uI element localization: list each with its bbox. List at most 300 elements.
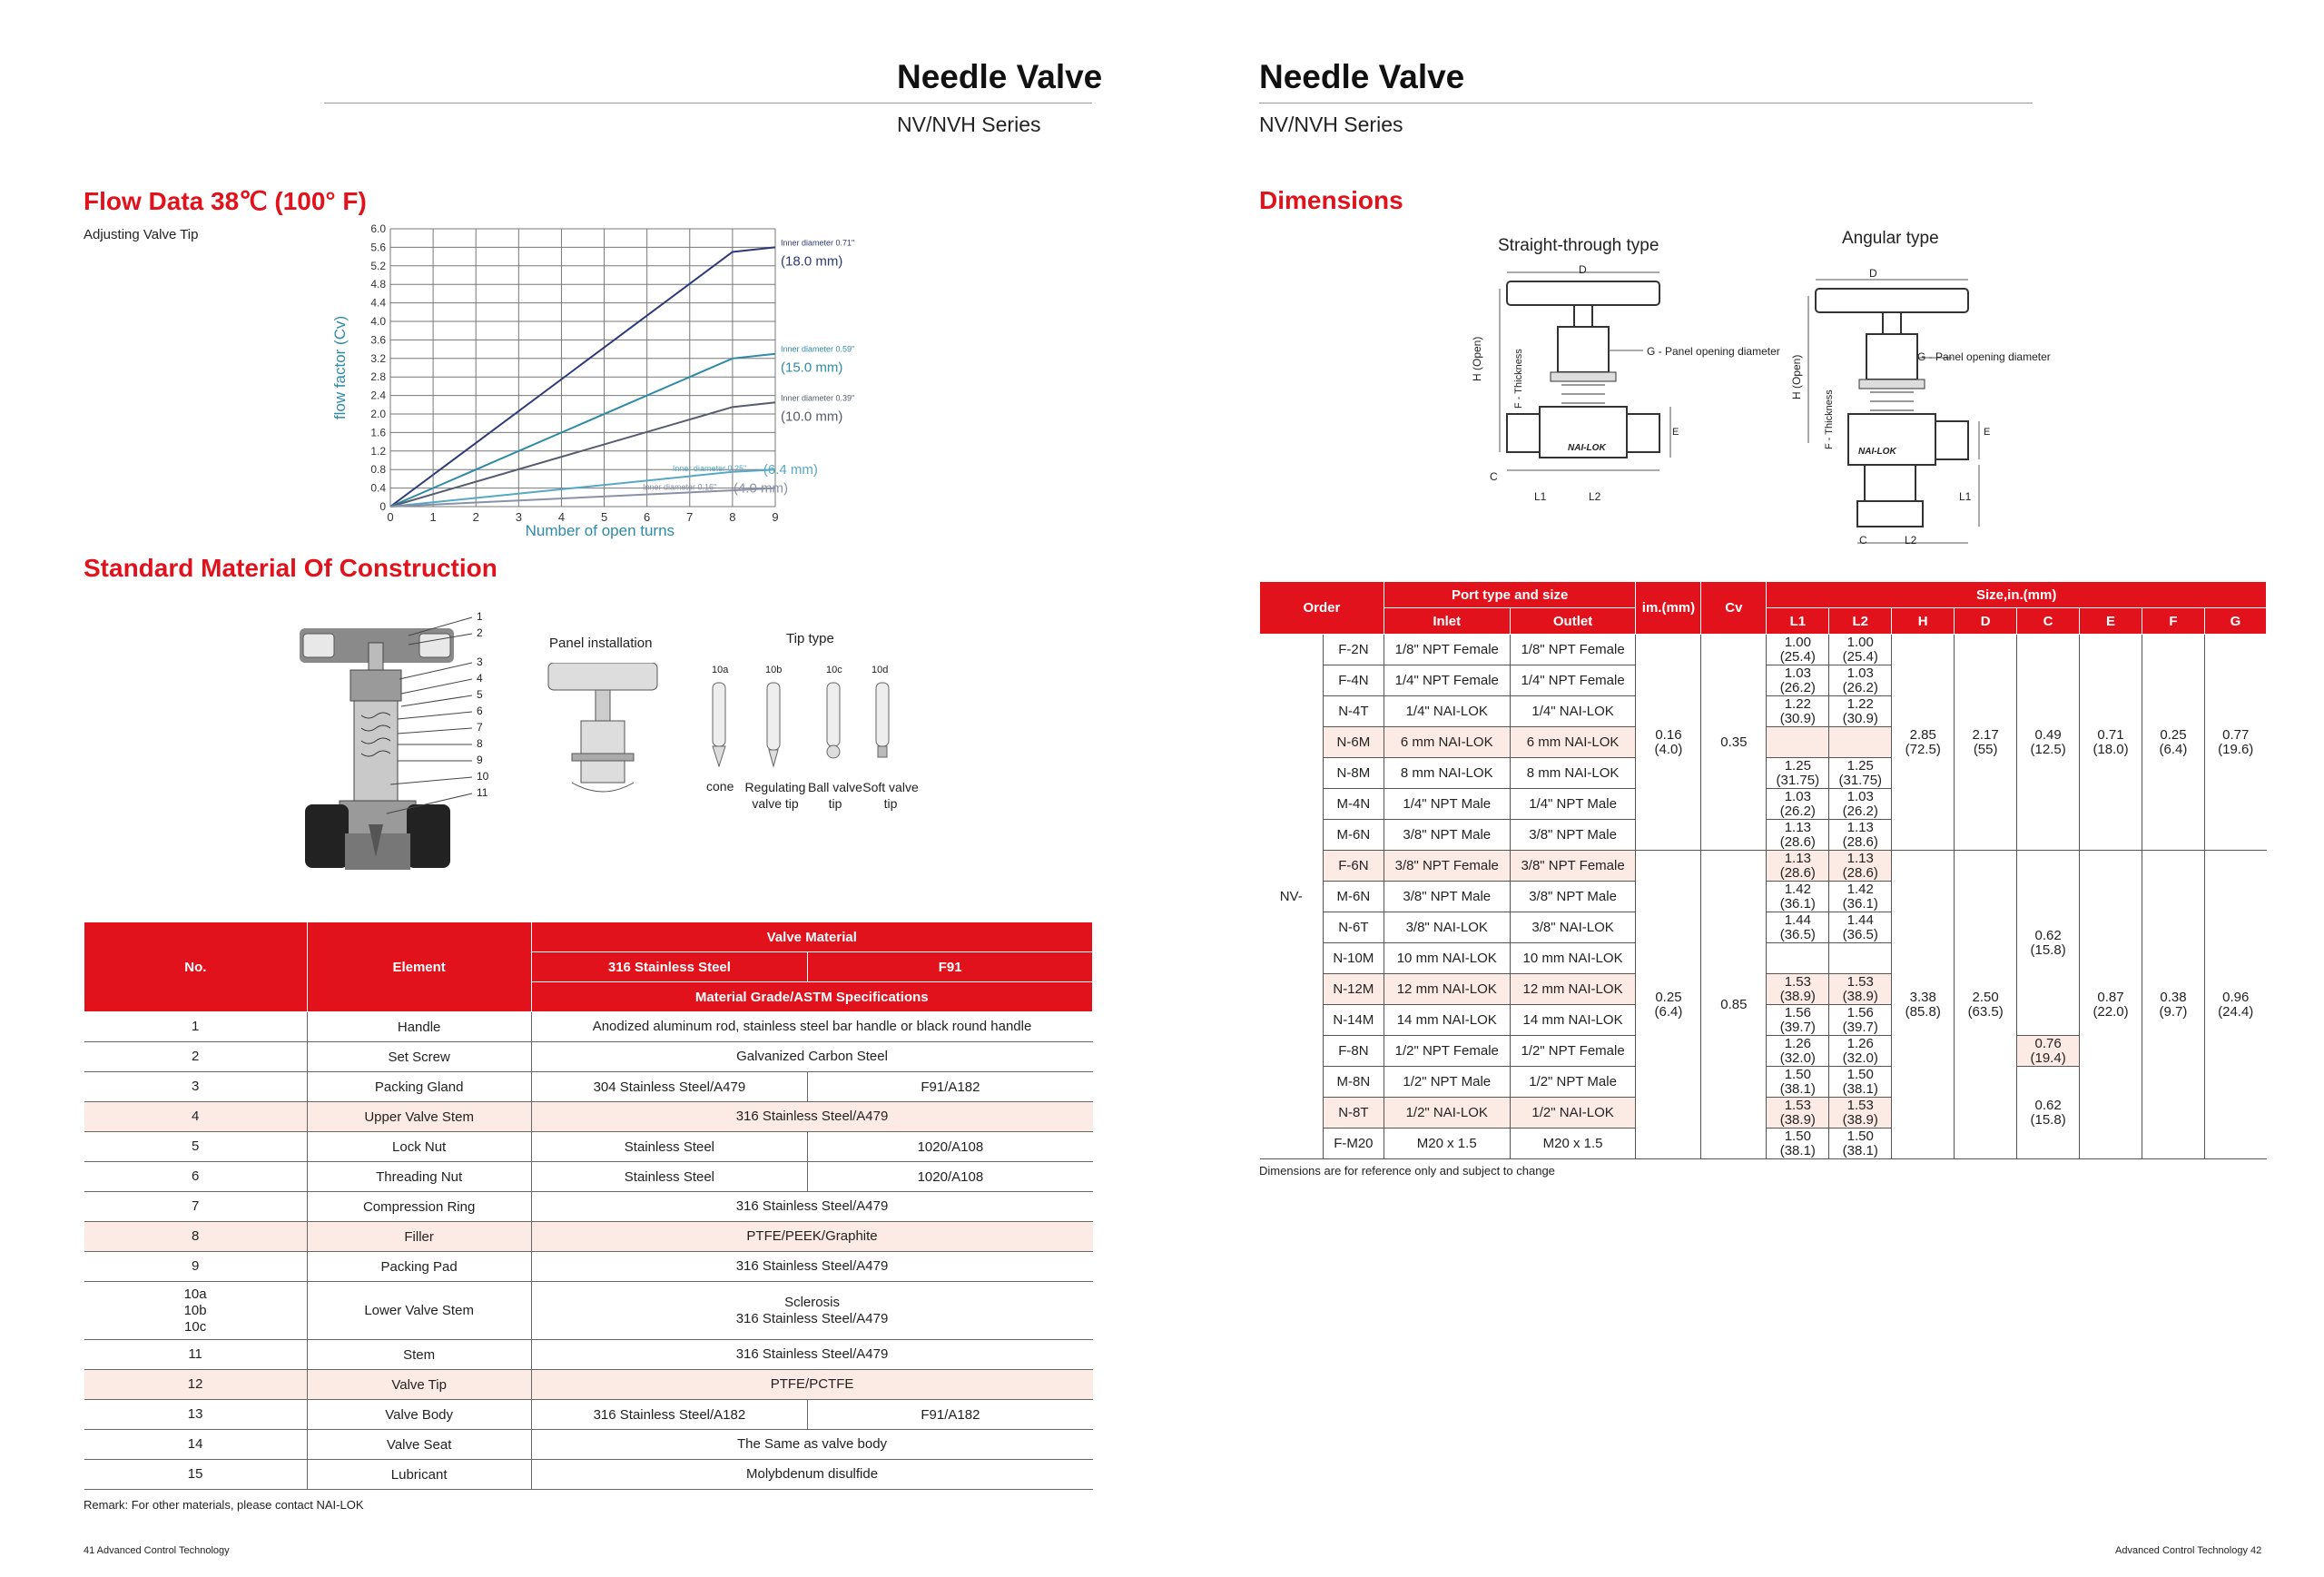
dim-letter-l1: L1 bbox=[1534, 490, 1547, 503]
cell-inlet: 1/4" NPT Female bbox=[1384, 665, 1510, 696]
cell-element: Upper Valve Stem bbox=[307, 1102, 531, 1132]
l2-value bbox=[1829, 636, 1891, 665]
cell-material-f91: F91/A182 bbox=[808, 1072, 1093, 1102]
l2-value-mm: (25.4) bbox=[1842, 648, 1878, 665]
cell-no: 9 bbox=[84, 1252, 308, 1282]
y-tick-label: 5.6 bbox=[370, 241, 386, 254]
y-tick-label: 2.4 bbox=[370, 389, 386, 402]
col-f: F bbox=[2142, 608, 2205, 635]
x-tick-label: 6 bbox=[644, 510, 651, 524]
l2-value bbox=[1829, 759, 1891, 788]
cell-no: 6 bbox=[84, 1162, 308, 1192]
g-value-mm: (19.6) bbox=[2218, 741, 2254, 757]
l1-value-mm: (38.1) bbox=[1779, 1080, 1816, 1097]
cell-element: Lower Valve Stem bbox=[307, 1282, 531, 1340]
cell-outlet: 1/4" NAI-LOK bbox=[1510, 696, 1636, 727]
l2-value bbox=[1829, 821, 1891, 850]
col-316ss: 316 Stainless Steel bbox=[531, 952, 808, 982]
dim-letter-l2: L2 bbox=[1905, 534, 1917, 547]
l1-value-in: 1.22 bbox=[1784, 695, 1811, 712]
col-d: D bbox=[1955, 608, 2017, 635]
valve-cross-section-illustration bbox=[300, 606, 517, 888]
l2-value-in: 1.13 bbox=[1846, 819, 1874, 835]
y-tick-label: 4.0 bbox=[370, 315, 386, 328]
cell-outlet: 14 mm NAI-LOK bbox=[1510, 1005, 1636, 1036]
c-value-mm: (15.8) bbox=[2030, 1111, 2066, 1128]
series-line bbox=[390, 488, 775, 507]
cell-element: Packing Gland bbox=[307, 1072, 531, 1102]
cell-element: Valve Tip bbox=[307, 1370, 531, 1400]
cell-cv: 0.85 bbox=[1701, 851, 1767, 1159]
tip-name: Regulating valve tip bbox=[744, 780, 806, 811]
cell-material: PTFE/PEEK/Graphite bbox=[531, 1222, 1092, 1252]
table-row bbox=[84, 1430, 1093, 1460]
l1-value bbox=[1767, 1129, 1828, 1158]
l2-value-mm: (38.9) bbox=[1842, 1111, 1878, 1128]
cell-element: Set Screw bbox=[307, 1042, 531, 1072]
cell-code: N-6T bbox=[1323, 912, 1384, 943]
cell-code: F-2N bbox=[1323, 635, 1384, 665]
flow-data-subtitle: Adjusting Valve Tip bbox=[84, 227, 199, 242]
col-dim: im.(mm) bbox=[1636, 582, 1701, 635]
cell-inlet: 14 mm NAI-LOK bbox=[1384, 1005, 1510, 1036]
l2-value-in: 1.56 bbox=[1846, 1004, 1874, 1020]
tip-id: 10d bbox=[872, 665, 889, 675]
l1-value-in: 1.13 bbox=[1784, 819, 1811, 835]
left-footer: 41 Advanced Control Technology bbox=[84, 1545, 230, 1556]
col-f91: F91 bbox=[808, 952, 1093, 982]
e-value-in: 0.87 bbox=[2097, 989, 2124, 1005]
cell-l1 bbox=[1767, 1067, 1829, 1098]
l2-value bbox=[1829, 1037, 1891, 1066]
x-tick-label: 9 bbox=[772, 510, 779, 524]
g-value-mm: (24.4) bbox=[2218, 1003, 2254, 1020]
cell-l2 bbox=[1829, 1129, 1892, 1159]
col-no: No. bbox=[84, 922, 308, 1012]
h-value-in: 3.38 bbox=[1909, 989, 1936, 1005]
cell-l2 bbox=[1829, 974, 1892, 1005]
col-h: H bbox=[1892, 608, 1955, 635]
cell-c bbox=[2017, 851, 2080, 1036]
l1-value bbox=[1767, 975, 1828, 1004]
cell-inlet: 6 mm NAI-LOK bbox=[1384, 727, 1510, 758]
x-tick-label: 0 bbox=[387, 510, 394, 524]
cell-code: M-6N bbox=[1323, 882, 1384, 912]
l1-value-mm: (32.0) bbox=[1779, 1050, 1816, 1066]
cell-code: N-12M bbox=[1323, 974, 1384, 1005]
g-panel-label: G - Panel opening diameter bbox=[1917, 350, 2051, 363]
cell-no: 5 bbox=[84, 1132, 308, 1162]
c-value-mm: (19.4) bbox=[2030, 1050, 2066, 1066]
h-value-mm: (72.5) bbox=[1905, 741, 1941, 757]
cell-no: 12 bbox=[84, 1370, 308, 1400]
c-value-mm: (15.8) bbox=[2030, 941, 2066, 958]
l2-value-in: 1.25 bbox=[1846, 757, 1874, 774]
angular-type-label: Angular type bbox=[1842, 229, 1939, 248]
cell-l1 bbox=[1767, 1129, 1829, 1159]
col-c: C bbox=[2017, 608, 2080, 635]
l1-value bbox=[1767, 1068, 1828, 1097]
cell-d bbox=[1955, 851, 2017, 1159]
series-mm: (18.0 mm) bbox=[781, 253, 843, 270]
cell-no: 3 bbox=[84, 1072, 308, 1102]
l2-value-mm: (36.1) bbox=[1842, 895, 1878, 912]
col-l2: L2 bbox=[1829, 608, 1892, 635]
l2-value-in: 1.26 bbox=[1846, 1035, 1874, 1051]
cell-l2 bbox=[1829, 727, 1892, 758]
x-tick-label: 1 bbox=[429, 510, 437, 524]
f-value-in: 0.25 bbox=[2160, 726, 2187, 743]
cell-code: N-8T bbox=[1323, 1098, 1384, 1129]
cell-l1 bbox=[1767, 789, 1829, 820]
callout-number: 5 bbox=[477, 688, 483, 701]
y-tick-label: 2.8 bbox=[370, 370, 386, 384]
cell-dim bbox=[1636, 635, 1701, 851]
c-value-in: 0.62 bbox=[2034, 1097, 2062, 1113]
table-row bbox=[84, 1132, 1093, 1162]
series-mm: (10.0 mm) bbox=[781, 409, 843, 425]
cell-element: Stem bbox=[307, 1340, 531, 1370]
f-value-in: 0.38 bbox=[2160, 989, 2187, 1005]
l2-value-in: 1.44 bbox=[1846, 912, 1874, 928]
cell-inlet: 10 mm NAI-LOK bbox=[1384, 943, 1510, 974]
c-value bbox=[2017, 929, 2079, 958]
table-row bbox=[84, 1102, 1093, 1132]
e-value bbox=[2080, 991, 2142, 1020]
cell-l1 bbox=[1767, 1005, 1829, 1036]
cell-element: Lubricant bbox=[307, 1460, 531, 1490]
tip-type-label: Tip type bbox=[786, 631, 834, 646]
col-outlet: Outlet bbox=[1510, 608, 1636, 635]
cell-l1 bbox=[1767, 696, 1829, 727]
cell-outlet: 3/8" NPT Male bbox=[1510, 882, 1636, 912]
x-tick-label: 7 bbox=[686, 510, 694, 524]
cell-element: Valve Body bbox=[307, 1400, 531, 1430]
table-row bbox=[1260, 851, 2267, 882]
cell-outlet: 8 mm NAI-LOK bbox=[1510, 758, 1636, 789]
right-page-series: NV/NVH Series bbox=[1259, 113, 1403, 136]
dim-letter-h: H (Open) bbox=[1790, 354, 1803, 399]
table-row bbox=[84, 1340, 1093, 1370]
l2-value-in: 1.50 bbox=[1846, 1128, 1874, 1144]
cell-material-316ss: 304 Stainless Steel/A479 bbox=[531, 1072, 808, 1102]
cell-outlet: 3/8" NPT Male bbox=[1510, 820, 1636, 851]
l1-value bbox=[1767, 1037, 1828, 1066]
material-remark: Remark: For other materials, please contact NAI-LOK bbox=[84, 1498, 364, 1512]
cell-l1 bbox=[1767, 727, 1829, 758]
l1-value-in: 1.56 bbox=[1784, 1004, 1811, 1020]
cell-l1 bbox=[1767, 912, 1829, 943]
callout-number: 10 bbox=[477, 770, 489, 783]
l1-value bbox=[1767, 1099, 1828, 1128]
table-row bbox=[84, 1162, 1093, 1192]
c-value bbox=[2017, 1037, 2079, 1066]
cell-code: N-14M bbox=[1323, 1005, 1384, 1036]
l2-value bbox=[1829, 666, 1891, 695]
e-value bbox=[2080, 728, 2142, 757]
callout-number: 2 bbox=[477, 626, 483, 639]
panel-installation-illustration bbox=[545, 663, 663, 799]
cell-material-f91: 1020/A108 bbox=[808, 1162, 1093, 1192]
cell-element: Threading Nut bbox=[307, 1162, 531, 1192]
dim-letter-c: C bbox=[1859, 534, 1867, 547]
cell-material: Sclerosis 316 Stainless Steel/A479 bbox=[531, 1282, 1092, 1340]
l1-value-mm: (28.6) bbox=[1779, 833, 1816, 850]
col-l1: L1 bbox=[1767, 608, 1829, 635]
cell-l2 bbox=[1829, 665, 1892, 696]
l1-value-mm: (30.9) bbox=[1779, 710, 1816, 726]
brand-mark: NAI-LOK bbox=[1568, 443, 1606, 453]
cell-material: 316 Stainless Steel/A479 bbox=[531, 1340, 1092, 1370]
l2-value-mm: (38.1) bbox=[1842, 1142, 1878, 1158]
table-row bbox=[84, 1370, 1093, 1400]
cell-g bbox=[2204, 635, 2266, 851]
dimensions-table-body bbox=[1260, 635, 2267, 1159]
e-value-in: 0.71 bbox=[2097, 726, 2124, 743]
cell-material: 316 Stainless Steel/A479 bbox=[531, 1252, 1092, 1282]
table-row bbox=[84, 1192, 1093, 1222]
cell-l1 bbox=[1767, 1036, 1829, 1067]
l2-value bbox=[1829, 1068, 1891, 1097]
cell-h bbox=[1892, 635, 1955, 851]
h-value-mm: (85.8) bbox=[1905, 1003, 1941, 1020]
cell-l2 bbox=[1829, 882, 1892, 912]
cell-no: 14 bbox=[84, 1430, 308, 1460]
cell-code: F-6N bbox=[1323, 851, 1384, 882]
dim-value bbox=[1636, 991, 1700, 1020]
l1-value-in: 1.26 bbox=[1784, 1035, 1811, 1051]
cell-l1 bbox=[1767, 635, 1829, 665]
series-name: Inner diameter 0.71" bbox=[781, 238, 855, 248]
cell-inlet: 12 mm NAI-LOK bbox=[1384, 974, 1510, 1005]
col-size: Size,in.(mm) bbox=[1767, 582, 2267, 608]
tip-name: Ball valve tip bbox=[808, 780, 862, 811]
dim-letter-l1: L1 bbox=[1959, 490, 1972, 503]
l1-value-mm: (28.6) bbox=[1779, 864, 1816, 881]
x-tick-label: 8 bbox=[729, 510, 736, 524]
cell-e bbox=[2080, 851, 2142, 1159]
l1-value bbox=[1767, 821, 1828, 850]
cell-outlet: 1/4" NPT Male bbox=[1510, 789, 1636, 820]
order-prefix: NV- bbox=[1260, 635, 1324, 1159]
dim-letter-f: F - Thickness bbox=[1824, 389, 1835, 449]
tip-name: Soft valve tip bbox=[862, 780, 919, 811]
y-tick-label: 3.6 bbox=[370, 333, 386, 347]
cell-outlet: 3/8" NPT Female bbox=[1510, 851, 1636, 882]
cell-c bbox=[2017, 1036, 2080, 1067]
cell-element: Filler bbox=[307, 1222, 531, 1252]
h-value bbox=[1892, 991, 1954, 1020]
tip-name: cone bbox=[706, 779, 734, 793]
cell-l1 bbox=[1767, 1098, 1829, 1129]
cell-l2 bbox=[1829, 912, 1892, 943]
cell-code: N-6M bbox=[1323, 727, 1384, 758]
cell-l2 bbox=[1829, 635, 1892, 665]
cell-element: Packing Pad bbox=[307, 1252, 531, 1282]
cell-outlet: 10 mm NAI-LOK bbox=[1510, 943, 1636, 974]
series-name: Inner diameter 0.59" bbox=[781, 344, 855, 354]
cell-element: Handle bbox=[307, 1012, 531, 1042]
l1-value-mm: (36.5) bbox=[1779, 926, 1816, 942]
cell-element: Valve Seat bbox=[307, 1430, 531, 1460]
l2-value-in: 1.22 bbox=[1846, 695, 1874, 712]
cell-outlet: 1/2" NPT Male bbox=[1510, 1067, 1636, 1098]
dim-value-mm: (6.4) bbox=[1654, 1003, 1683, 1020]
d-value-mm: (63.5) bbox=[1967, 1003, 2004, 1020]
cell-l1 bbox=[1767, 665, 1829, 696]
right-footer: Advanced Control Technology 42 bbox=[2115, 1545, 2262, 1556]
g-value bbox=[2205, 728, 2267, 757]
dim-letter-e: E bbox=[1984, 427, 1991, 438]
cell-cv: 0.35 bbox=[1701, 635, 1767, 851]
l1-value-in: 1.50 bbox=[1784, 1066, 1811, 1082]
material-table bbox=[84, 922, 1093, 1490]
c-value bbox=[2017, 728, 2079, 757]
cell-h bbox=[1892, 851, 1955, 1159]
col-grade: Material Grade/ASTM Specifications bbox=[531, 982, 1092, 1012]
cell-l1 bbox=[1767, 820, 1829, 851]
cell-inlet: 1/2" NPT Male bbox=[1384, 1067, 1510, 1098]
cell-l2 bbox=[1829, 1067, 1892, 1098]
dim-value bbox=[1636, 728, 1700, 757]
cell-outlet: M20 x 1.5 bbox=[1510, 1129, 1636, 1159]
y-tick-label: 0 bbox=[379, 500, 386, 513]
dim-letter-l2: L2 bbox=[1589, 490, 1601, 503]
x-tick-label: 5 bbox=[600, 510, 608, 524]
cell-inlet: 3/8" NPT Male bbox=[1384, 820, 1510, 851]
tip-id: 10a bbox=[712, 665, 729, 675]
l2-value-in: 1.53 bbox=[1846, 973, 1874, 990]
series-name: Inner diameter 0.16" bbox=[642, 482, 717, 492]
cell-code: F-M20 bbox=[1323, 1129, 1384, 1159]
l1-value bbox=[1767, 852, 1828, 881]
x-axis-label: Number of open turns bbox=[525, 522, 675, 539]
cell-element: Lock Nut bbox=[307, 1132, 531, 1162]
g-value-in: 0.77 bbox=[2222, 726, 2250, 743]
cell-outlet: 3/8" NAI-LOK bbox=[1510, 912, 1636, 943]
c-value-in: 0.76 bbox=[2034, 1035, 2062, 1051]
cell-code: N-10M bbox=[1323, 943, 1384, 974]
f-value-mm: (9.7) bbox=[2159, 1003, 2188, 1020]
l2-value-mm: (39.7) bbox=[1842, 1019, 1878, 1035]
cell-inlet: 1/2" NPT Female bbox=[1384, 1036, 1510, 1067]
col-port: Port type and size bbox=[1384, 582, 1636, 608]
col-element: Element bbox=[307, 922, 531, 1012]
cell-no: 10a 10b 10c bbox=[84, 1282, 308, 1340]
l2-value-in: 1.50 bbox=[1846, 1066, 1874, 1082]
cell-no: 1 bbox=[84, 1012, 308, 1042]
table-row bbox=[84, 1460, 1093, 1490]
dim-letter-d: D bbox=[1869, 267, 1877, 280]
cell-l1 bbox=[1767, 851, 1829, 882]
cell-material-f91: F91/A182 bbox=[808, 1400, 1093, 1430]
l1-value bbox=[1767, 790, 1828, 819]
col-g: G bbox=[2204, 608, 2266, 635]
l1-value-mm: (36.1) bbox=[1779, 895, 1816, 912]
l1-value bbox=[1767, 636, 1828, 665]
cell-material: Molybdenum disulfide bbox=[531, 1460, 1092, 1490]
l1-value-in: 1.13 bbox=[1784, 850, 1811, 866]
l2-value-mm: (32.0) bbox=[1842, 1050, 1878, 1066]
series-mm: (4.0 mm) bbox=[733, 480, 788, 497]
x-tick-label: 4 bbox=[557, 510, 566, 524]
cell-inlet: 3/8" NAI-LOK bbox=[1384, 912, 1510, 943]
material-table-body bbox=[84, 1012, 1093, 1490]
d-value-in: 2.17 bbox=[1972, 726, 1999, 743]
series-name: Inner diameter 0.39" bbox=[781, 393, 855, 403]
cell-inlet: 1/4" NPT Male bbox=[1384, 789, 1510, 820]
cell-code: M-8N bbox=[1323, 1067, 1384, 1098]
callout-number: 3 bbox=[477, 655, 483, 668]
cell-no: 11 bbox=[84, 1340, 308, 1370]
dimensions-note: Dimensions are for reference only and subject to change bbox=[1259, 1164, 1555, 1178]
l2-value-mm: (28.6) bbox=[1842, 864, 1878, 881]
col-valve-material: Valve Material bbox=[531, 922, 1092, 952]
l1-value-in: 1.44 bbox=[1784, 912, 1811, 928]
l2-value-mm: (30.9) bbox=[1842, 710, 1878, 726]
cell-outlet: 6 mm NAI-LOK bbox=[1510, 727, 1636, 758]
e-value-mm: (18.0) bbox=[2093, 741, 2129, 757]
cell-material-316ss: Stainless Steel bbox=[531, 1162, 808, 1192]
cell-no: 8 bbox=[84, 1222, 308, 1252]
cell-no: 7 bbox=[84, 1192, 308, 1222]
cell-l2 bbox=[1829, 820, 1892, 851]
f-value bbox=[2142, 991, 2204, 1020]
h-value-in: 2.85 bbox=[1909, 726, 1936, 743]
l1-value-in: 1.50 bbox=[1784, 1128, 1811, 1144]
x-tick-label: 3 bbox=[515, 510, 522, 524]
l2-value-mm: (38.1) bbox=[1842, 1080, 1878, 1097]
l2-value-mm: (38.9) bbox=[1842, 988, 1878, 1004]
d-value-in: 2.50 bbox=[1972, 989, 1999, 1005]
col-order: Order bbox=[1260, 582, 1384, 635]
dim-value-in: 0.25 bbox=[1655, 989, 1682, 1005]
y-tick-label: 0.4 bbox=[370, 481, 386, 495]
cell-inlet: 3/8" NPT Female bbox=[1384, 851, 1510, 882]
dimensions-table-header bbox=[1260, 582, 2267, 635]
l2-value bbox=[1829, 975, 1891, 1004]
l1-value-mm: (38.9) bbox=[1779, 988, 1816, 1004]
material-title: Standard Material Of Construction bbox=[84, 554, 497, 582]
y-tick-label: 2.0 bbox=[370, 408, 386, 420]
y-tick-label: 5.2 bbox=[370, 259, 386, 272]
cell-l1 bbox=[1767, 974, 1829, 1005]
d-value-mm: (55) bbox=[1973, 741, 1998, 757]
y-tick-label: 1.6 bbox=[370, 426, 386, 439]
cell-code: N-8M bbox=[1323, 758, 1384, 789]
l2-value-mm: (26.2) bbox=[1842, 803, 1878, 819]
cell-l2 bbox=[1829, 789, 1892, 820]
col-inlet: Inlet bbox=[1384, 608, 1510, 635]
l2-value-mm: (28.6) bbox=[1842, 833, 1878, 850]
series-mm: (15.0 mm) bbox=[781, 360, 843, 376]
l1-value-in: 1.25 bbox=[1784, 757, 1811, 774]
l1-value-in: 1.53 bbox=[1784, 1097, 1811, 1113]
cell-material: The Same as valve body bbox=[531, 1430, 1092, 1460]
col-cv: Cv bbox=[1701, 582, 1767, 635]
tip-illustrations bbox=[704, 679, 903, 779]
l1-value-mm: (39.7) bbox=[1779, 1019, 1816, 1035]
cell-f bbox=[2142, 635, 2205, 851]
angular-type-drawing bbox=[1797, 261, 2070, 561]
cell-l2 bbox=[1829, 696, 1892, 727]
l1-value-mm: (25.4) bbox=[1779, 648, 1816, 665]
x-tick-label: 2 bbox=[472, 510, 479, 524]
l1-value-in: 1.42 bbox=[1784, 881, 1811, 897]
cell-code: F-4N bbox=[1323, 665, 1384, 696]
dimensions-table bbox=[1259, 581, 2267, 1159]
cell-outlet: 1/2" NAI-LOK bbox=[1510, 1098, 1636, 1129]
